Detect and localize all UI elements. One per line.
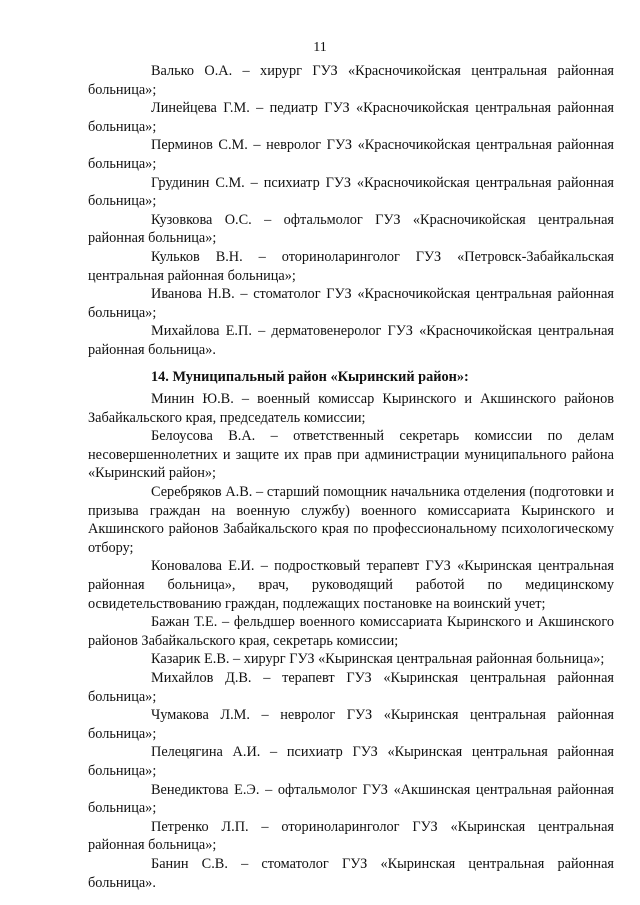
commission-member: Банин С.В. – стоматолог ГУЗ «Кыринская центральная районная больница». xyxy=(88,855,614,891)
commission-member: Михайлова Е.П. – дерматовенеролог ГУЗ «Красночикойская центральная районная больница». xyxy=(88,323,614,358)
commission-member: Казарик Е.В. – хирург ГУЗ «Кыринская центральная районная больница»; xyxy=(151,651,605,668)
commission-member: Коновалова Е.И. – подростковый терапевт ГУЗ «Кыринская центральная районная больница», врач, руководящий работой по медицинскому освидетельствованию граждан, подлежащих постановке на воинский учет; xyxy=(88,558,614,612)
commission-member: Минин Ю.В. – военный комиссар Кыринского и Акшинского районов Забайкальского края, председатель комиссии; xyxy=(88,391,614,426)
commission-member: Венедиктова Е.Э. – офтальмолог ГУЗ «Акшинская центральная районная больница»; xyxy=(88,781,614,817)
page-number: 11 xyxy=(313,40,327,55)
commission-member: Чумакова Л.М. – невролог ГУЗ «Кыринская центральная районная больница»; xyxy=(88,707,614,742)
commission-member: Грудинин С.М. – психиатр ГУЗ «Красночикойская центральная районная больница»; xyxy=(88,174,614,210)
commission-member: Бажан Т.Е. – фельдшер военного комиссариата Кыринского и Акшинского районов Забайкальского края, секретарь комиссии; xyxy=(88,614,614,649)
commission-member: Кульков В.Н. – оториноларинголог ГУЗ «Петровск-Забайкальская центральная районная больница»; xyxy=(88,248,614,284)
commission-member: Белоусова В.А. – ответственный секретарь комиссии по делам несовершеннолетних и защите их прав при администрации муниципального района «Кыринский район»; xyxy=(88,428,614,482)
section-heading: 14. Муниципальный район «Кыринский район»: xyxy=(151,368,469,385)
commission-member: Пелецягина А.И. – психиатр ГУЗ «Кыринская центральная районная больница»; xyxy=(88,744,614,779)
commission-member: Иванова Н.В. – стоматолог ГУЗ «Красночикойская центральная районная больница»; xyxy=(88,286,614,321)
commission-member: Петренко Л.П. – оториноларинголог ГУЗ «Кыринская центральная районная больница»; xyxy=(88,818,614,854)
commission-member: Михайлов Д.В. – терапевт ГУЗ «Кыринская центральная районная больница»; xyxy=(88,670,614,705)
commission-member: Серебряков А.В. – старший помощник начальника отделения (подготовки и призыва граждан на военную службу) военного комиссариата Кыринского и Акшинского районов Забайкальского края по профессиональному психологическому отбору; xyxy=(88,484,614,556)
commission-member: Валько О.А. – хирург ГУЗ «Красночикойская центральная районная больница»; xyxy=(88,63,614,98)
commission-member: Кузовкова О.С. – офтальмолог ГУЗ «Красночикойская центральная районная больница»; xyxy=(88,211,614,247)
commission-member: Перминов С.М. – невролог ГУЗ «Красночикойская центральная районная больница»; xyxy=(88,137,614,172)
commission-member: Линейцева Г.М. – педиатр ГУЗ «Красночикойская центральная районная больница»; xyxy=(88,100,614,135)
document-body xyxy=(88,62,614,892)
